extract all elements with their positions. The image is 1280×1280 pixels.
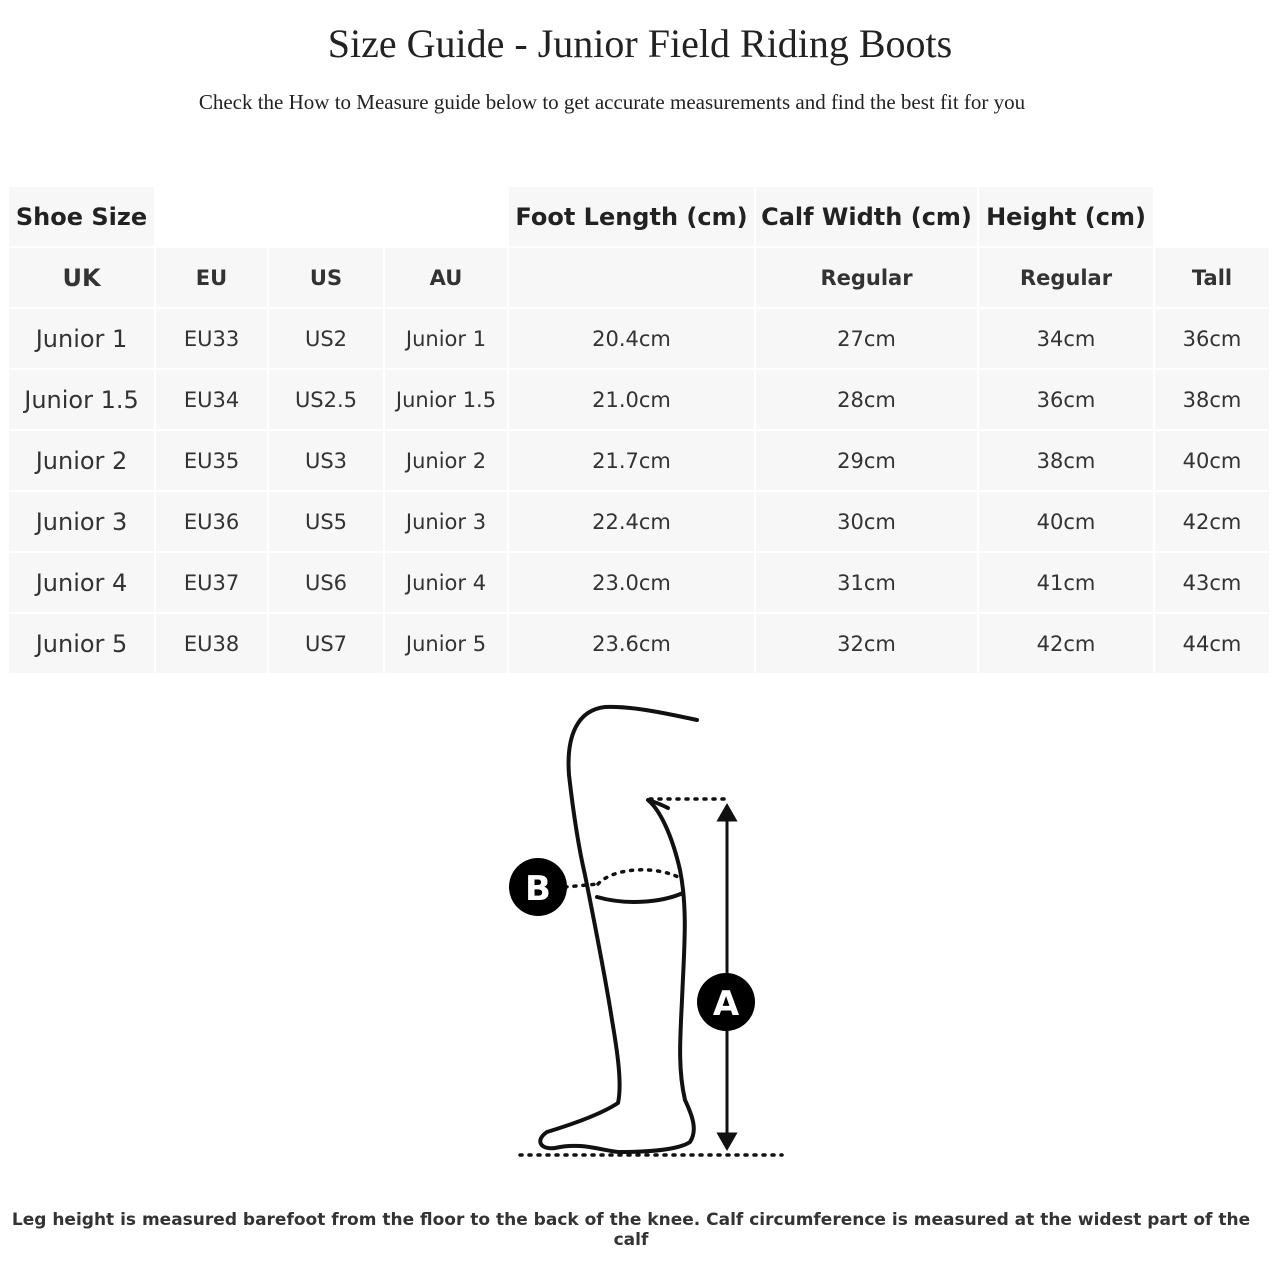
subheader-foot-length bbox=[508, 247, 755, 308]
cell-au: Junior 4 bbox=[384, 552, 508, 613]
cell-foot-length: 21.7cm bbox=[508, 430, 755, 491]
cell-us: US7 bbox=[268, 613, 384, 674]
cell-calf-width: 28cm bbox=[755, 369, 978, 430]
table-row bbox=[8, 308, 1270, 369]
header-foot-length: Foot Length (cm) bbox=[508, 186, 755, 247]
table-header-row bbox=[8, 186, 1270, 247]
cell-eu: EU36 bbox=[155, 491, 268, 552]
cell-height-tall: 43cm bbox=[1154, 552, 1270, 613]
cell-eu: EU38 bbox=[155, 613, 268, 674]
cell-height-regular: 41cm bbox=[978, 552, 1154, 613]
cell-uk: Junior 4 bbox=[8, 552, 155, 613]
cell-us: US6 bbox=[268, 552, 384, 613]
header-blank bbox=[384, 186, 508, 247]
cell-height-regular: 40cm bbox=[978, 491, 1154, 552]
table-row bbox=[8, 613, 1270, 674]
cell-foot-length: 23.6cm bbox=[508, 613, 755, 674]
cell-uk: Junior 1.5 bbox=[8, 369, 155, 430]
cell-eu: EU37 bbox=[155, 552, 268, 613]
subheader-height-tall: Tall bbox=[1154, 247, 1270, 308]
cell-us: US2.5 bbox=[268, 369, 384, 430]
subheader-au: AU bbox=[384, 247, 508, 308]
table-row bbox=[8, 430, 1270, 491]
cell-calf-width: 29cm bbox=[755, 430, 978, 491]
cell-uk: Junior 1 bbox=[8, 308, 155, 369]
cell-uk: Junior 2 bbox=[8, 430, 155, 491]
subheader-calf-regular: Regular bbox=[755, 247, 978, 308]
calf-line bbox=[597, 893, 683, 902]
leg-outline bbox=[540, 707, 697, 1152]
cell-calf-width: 30cm bbox=[755, 491, 978, 552]
header-calf-width: Calf Width (cm) bbox=[755, 186, 978, 247]
cell-eu: EU33 bbox=[155, 308, 268, 369]
subheader-uk: UK bbox=[8, 247, 155, 308]
measurement-footnote: Leg height is measured barefoot from the floor to the back of the knee. Calf circumference is measured at the widest part of the calf bbox=[11, 1210, 1251, 1250]
cell-eu: EU34 bbox=[155, 369, 268, 430]
cell-au: Junior 1.5 bbox=[384, 369, 508, 430]
size-table bbox=[7, 185, 1271, 675]
calf-circumference-line bbox=[598, 870, 682, 884]
cell-calf-width: 31cm bbox=[755, 552, 978, 613]
arrow-down-icon bbox=[719, 1134, 735, 1148]
cell-foot-length: 20.4cm bbox=[508, 308, 755, 369]
cell-height-regular: 36cm bbox=[978, 369, 1154, 430]
cell-height-regular: 38cm bbox=[978, 430, 1154, 491]
cell-foot-length: 23.0cm bbox=[508, 552, 755, 613]
arrow-up-icon bbox=[719, 806, 735, 820]
marker-b-label: B bbox=[525, 869, 551, 909]
cell-calf-width: 27cm bbox=[755, 308, 978, 369]
cell-height-tall: 40cm bbox=[1154, 430, 1270, 491]
cell-uk: Junior 3 bbox=[8, 491, 155, 552]
table-row bbox=[8, 552, 1270, 613]
leg-measure-diagram bbox=[500, 700, 800, 1170]
page-subtitle: Check the How to Measure guide below to get accurate measurements and find the best fit for you bbox=[198, 90, 1026, 114]
header-blank bbox=[155, 186, 268, 247]
cell-foot-length: 22.4cm bbox=[508, 491, 755, 552]
cell-us: US5 bbox=[268, 491, 384, 552]
subheader-us: US bbox=[268, 247, 384, 308]
cell-height-regular: 42cm bbox=[978, 613, 1154, 674]
cell-foot-length: 21.0cm bbox=[508, 369, 755, 430]
page-title: Size Guide - Junior Field Riding Boots bbox=[327, 21, 953, 66]
b-connector-line bbox=[565, 884, 598, 887]
header-blank bbox=[1154, 186, 1270, 247]
cell-uk: Junior 5 bbox=[8, 613, 155, 674]
cell-calf-width: 32cm bbox=[755, 613, 978, 674]
header-shoe-size: Shoe Size bbox=[8, 186, 155, 247]
cell-height-tall: 38cm bbox=[1154, 369, 1270, 430]
cell-height-tall: 44cm bbox=[1154, 613, 1270, 674]
cell-height-tall: 42cm bbox=[1154, 491, 1270, 552]
header-height: Height (cm) bbox=[978, 186, 1154, 247]
cell-us: US2 bbox=[268, 308, 384, 369]
table-row bbox=[8, 491, 1270, 552]
table-subheader-row bbox=[8, 247, 1270, 308]
header-blank bbox=[268, 186, 384, 247]
cell-au: Junior 5 bbox=[384, 613, 508, 674]
cell-au: Junior 1 bbox=[384, 308, 508, 369]
marker-a-label: A bbox=[712, 984, 740, 1024]
subheader-eu: EU bbox=[155, 247, 268, 308]
cell-height-regular: 34cm bbox=[978, 308, 1154, 369]
cell-au: Junior 3 bbox=[384, 491, 508, 552]
cell-au: Junior 2 bbox=[384, 430, 508, 491]
cell-height-tall: 36cm bbox=[1154, 308, 1270, 369]
cell-eu: EU35 bbox=[155, 430, 268, 491]
subheader-height-regular: Regular bbox=[978, 247, 1154, 308]
table-row bbox=[8, 369, 1270, 430]
cell-us: US3 bbox=[268, 430, 384, 491]
